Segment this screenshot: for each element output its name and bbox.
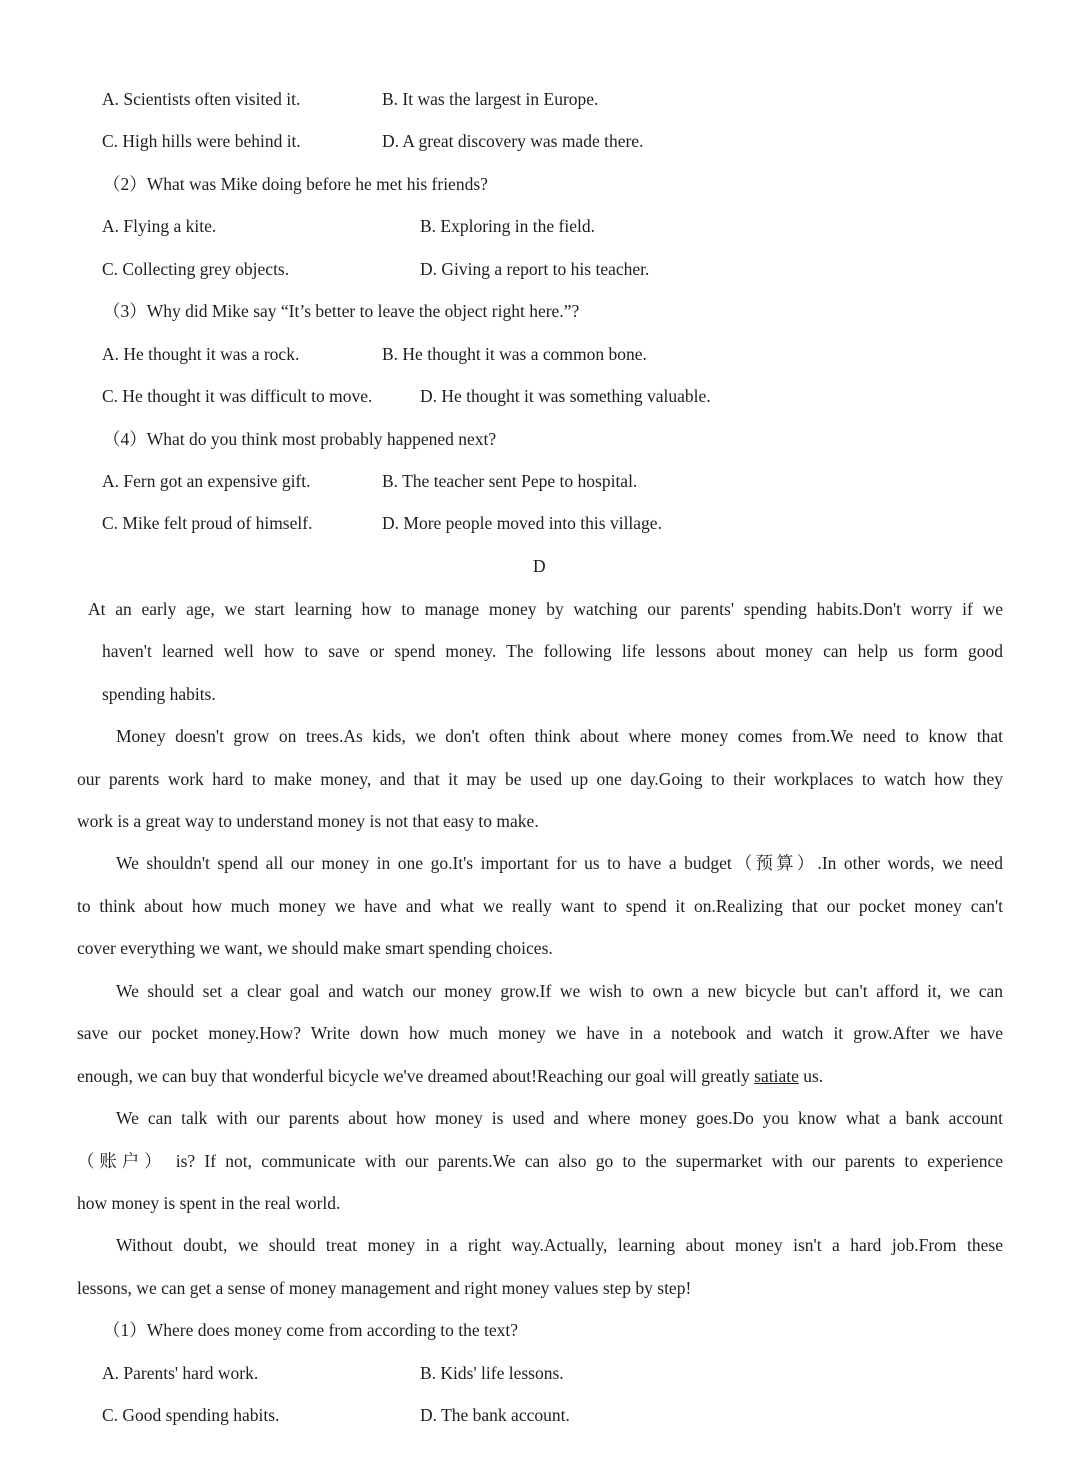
p5-line-1: Without doubt, we should treat money in a right way.Actually, learning about money isn't a hard job.From these <box>116 1235 1003 1255</box>
option-b: B. Exploring in the field. <box>420 216 595 236</box>
option-a: A. He thought it was a rock. <box>102 344 300 364</box>
option-c: C. High hills were behind it. <box>102 131 301 151</box>
option-a: A. Fern got an expensive gift. <box>102 471 311 491</box>
p5-line-2: lessons, we can get a sense of money management and right money values step by step! <box>77 1278 692 1298</box>
question-2-stem: （2）What was Mike doing before he met his friends? <box>103 174 488 194</box>
p3-line-3 <box>77 1065 823 1087</box>
option-a: A. Scientists often visited it. <box>102 89 301 109</box>
option-c: C. Good spending habits. <box>102 1405 280 1425</box>
intro-line-1: At an early age, we start learning how to manage money by watching our parents' spending habits.Don't worry if we <box>88 599 1003 619</box>
option-d: D. A great discovery was made there. <box>382 131 644 151</box>
p4-line-1: We can talk with our parents about how money is used and where money goes.Do you know what a bank account <box>116 1108 1003 1128</box>
intro-line-3: spending habits. <box>102 684 216 704</box>
p1-line-1: Money doesn't grow on trees.As kids, we don't often think about where money comes from.We need to know that <box>116 726 1003 746</box>
question-4-stem: （4）What do you think most probably happened next? <box>103 429 497 449</box>
option-c: C. Collecting grey objects. <box>102 259 290 279</box>
option-a: A. Parents' hard work. <box>102 1363 259 1383</box>
option-b: B. Kids' life lessons. <box>420 1363 564 1383</box>
p1-line-2: our parents work hard to make money, and that it may be used up one day.Going to their workplaces to watch how they <box>77 769 1003 789</box>
p3-line-2: save our pocket money.How? Write down how much money we have in a notebook and watch it grow.After we have <box>77 1023 1003 1043</box>
option-b: B. It was the largest in Europe. <box>382 89 599 109</box>
p3-line-3-text: enough, we can buy that wonderful bicycle we've dreamed about!Reaching our goal will greatly <box>77 1066 755 1086</box>
option-a: A. Flying a kite. <box>102 216 217 236</box>
intro-line-2: haven't learned well how to save or spend money. The following life lessons about money can help us form good <box>102 641 1003 661</box>
option-c: C. Mike felt proud of himself. <box>102 513 313 533</box>
p2-line-3: cover everything we want, we should make smart spending choices. <box>77 938 553 958</box>
option-c: C. He thought it was difficult to move. <box>102 386 373 406</box>
p3-line-3-end: us. <box>798 1066 824 1086</box>
question-3-stem: （3）Why did Mike say “It’s better to leave the object right here.”? <box>103 301 580 321</box>
underlined-word: satiate <box>754 1066 799 1086</box>
option-b: B. He thought it was a common bone. <box>382 344 647 364</box>
p4-line-2: （账户） is? If not, communicate with our parents.We can also go to the supermarket with our parents to experience <box>77 1151 1003 1171</box>
p1-line-3: work is a great way to understand money is not that easy to make. <box>77 811 539 831</box>
option-b: B. The teacher sent Pepe to hospital. <box>382 471 638 491</box>
option-d: D. More people moved into this village. <box>382 513 662 533</box>
section-heading: D <box>533 556 546 576</box>
option-d: D. Giving a report to his teacher. <box>420 259 650 279</box>
option-d: D. The bank account. <box>420 1405 570 1425</box>
question-1-stem: （1）Where does money come from according to the text? <box>103 1320 518 1340</box>
option-d: D. He thought it was something valuable. <box>420 386 711 406</box>
p4-line-3: how money is spent in the real world. <box>77 1193 341 1213</box>
p2-line-2: to think about how much money we have and what we really want to spend it on.Realizing that our pocket money can't <box>77 896 1003 916</box>
p2-line-1: We shouldn't spend all our money in one go.It's important for us to have a budget（预算）.In other words, we need <box>116 853 1003 873</box>
p3-line-1: We should set a clear goal and watch our money grow.If we wish to own a new bicycle but can't afford it, we can <box>116 981 1003 1001</box>
